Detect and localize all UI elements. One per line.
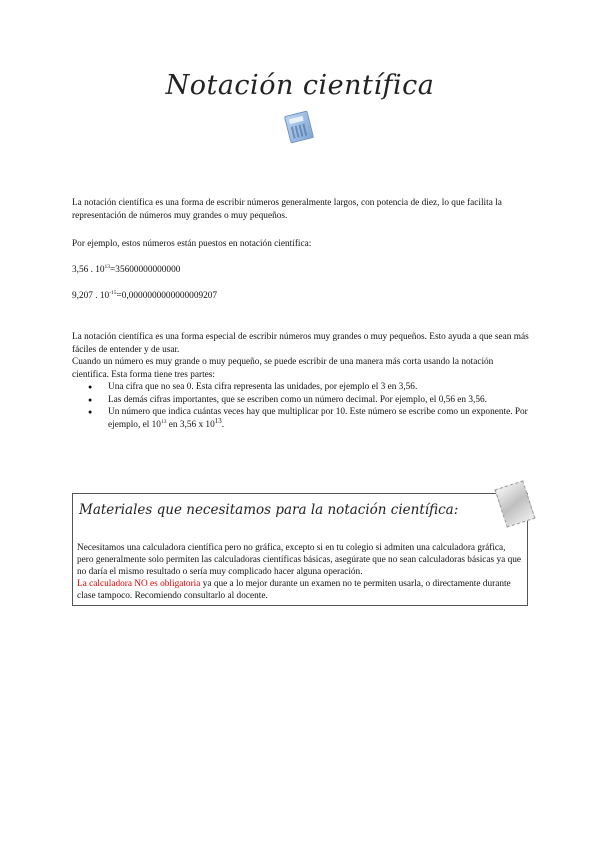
materials-box (72, 493, 528, 606)
calculator-icon (284, 111, 314, 144)
intro-paragraph: La notación científica es una forma de escribir números generalmente largos, con potencia de diez, lo que facilita la representación de números muy grandes o muy pequeños. (72, 198, 502, 221)
example-1-exp: 13 (104, 264, 111, 270)
bullet3-text: . (221, 419, 225, 430)
materials-text (77, 542, 523, 602)
explanation (72, 331, 532, 431)
materials-title: Materiales que necesitamos para la notación científica: (79, 502, 459, 518)
materials-warning: La calculadora NO es obligatoria (77, 579, 201, 589)
bullet3-text: en 3,56 x 10 (166, 419, 215, 430)
example-1-result: =35600000000000 (110, 265, 181, 275)
bullet3-exp: 13 (214, 416, 222, 425)
example-1-base: 3,56 . 10 (72, 265, 105, 275)
example-intro: Por ejemplo, estos números están puestos en notación científica: (72, 239, 312, 249)
list-item (108, 406, 532, 431)
page-title: Notación científica (165, 70, 435, 101)
list-item: ● Una cifra que no sea 0. Esta cifra representa las unidades, por ejemplo el 3 en 3,56. (108, 381, 532, 394)
list-item: ● Las demás cifras importantes, que se escriben como un número decimal. Por ejemplo, el 0,56 en 3,56. (108, 394, 532, 407)
example-2 (72, 290, 532, 303)
paragraph-3: Cuando un número es muy grande o muy pequeño, se puede escribir de una manera más corta usando la notación científica. Esta forma tiene tres partes: (72, 357, 494, 380)
paragraph-2: La notación científica es una forma especial de escribir números muy grandes o muy pequeños. Esto ayuda a que sean más fáciles de entender y de usar. (72, 332, 529, 355)
materials-rest: ya que a lo mejor durante un examen no te permiten usarla, o directamente durante clase tampoco. Recomiendo consultarlo al docente. (77, 579, 511, 601)
example-2-exp: -15 (109, 290, 117, 296)
example-2-base: 9,207 . 10 (72, 291, 110, 301)
parts-list (72, 381, 532, 431)
example-1 (72, 264, 532, 277)
bullet3-exp: 13 (160, 418, 167, 425)
materials-body: Necesitamos una calculadora científica pero no gráfica, excepto si en tu colegio si admiten una calculadora gráfica, pero generalmente solo permiten las calculadoras científicas básicas, asegúrate que no sean calculadoras básicas ya que no daría el mismo resultado o sería muy complicado hacer alguna operación. (77, 543, 521, 577)
bullet3-text: Un número que indica cuántas veces hay que multiplicar por 10. Este número se escribe como un exponente. Por ejemplo, el 10 (108, 407, 528, 430)
example-2-result: =0,0000000000000009207 (116, 291, 218, 301)
